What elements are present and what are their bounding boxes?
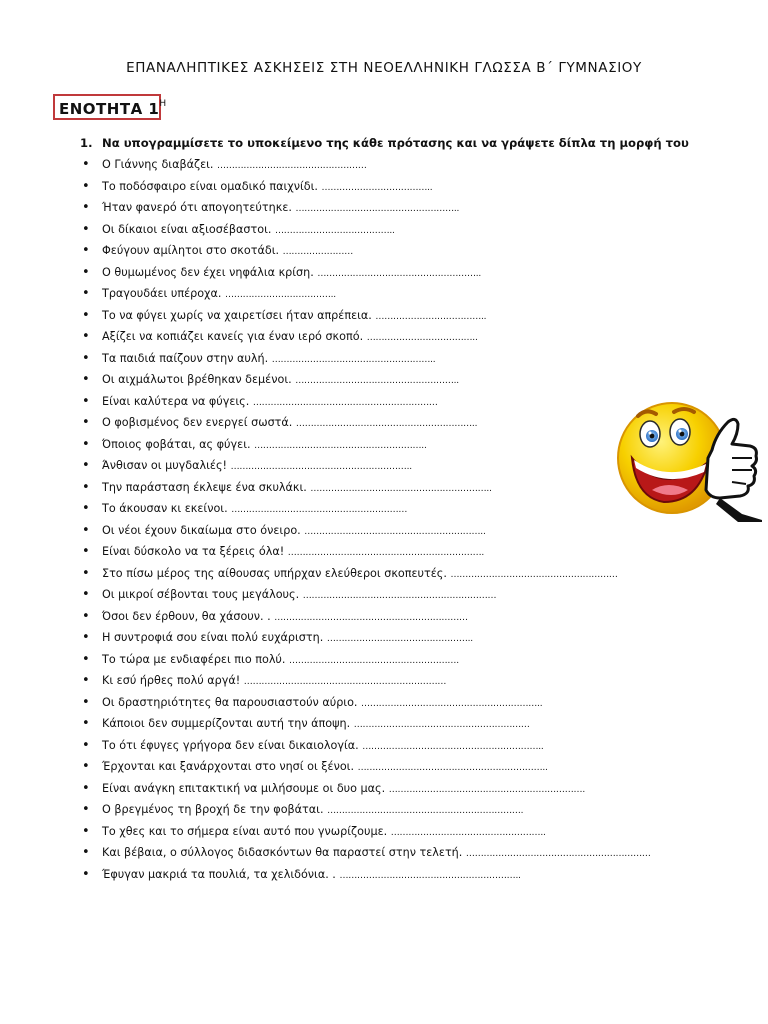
sentence-text: Όποιος φοβάται, ας φύγει. <box>102 437 255 451</box>
unit-label-text: ΕΝΟΤΗΤΑ 1 <box>59 100 160 118</box>
sentence-item <box>82 240 722 262</box>
answer-blank[interactable]: ………………………………….. <box>274 225 395 236</box>
answer-blank[interactable]: ………………………………………………………… <box>274 612 468 623</box>
answer-blank[interactable]: ……………………………………………………… <box>465 849 651 859</box>
sentence-item <box>82 283 722 305</box>
sentence-item <box>82 692 722 714</box>
sentence-item <box>82 176 722 198</box>
page-title: ΕΠΑΝΑΛΗΠΤΙΚΕΣ ΑΣΚΗΣΕΙΣ ΣΤΗ ΝΕΟΕΛΛΗΝΙΚΗ ΓΛΩΣΣΑ Β΄ ΓΥΜΝΑΣΙΟΥ <box>126 60 642 76</box>
answer-blank[interactable]: …………………………………………………………. <box>327 806 524 816</box>
sentence-item <box>82 326 722 348</box>
sentence-text: Όσοι δεν έρθουν, θα χάσουν. . <box>102 609 275 623</box>
answer-blank[interactable]: …………………………………………………….. <box>295 419 478 429</box>
answer-blank[interactable]: …………………………………………………….. <box>361 698 543 709</box>
sentence-text: Ο Γιάννης διαβάζει. <box>102 158 218 171</box>
answer-blank[interactable]: ……………………………….. <box>366 333 478 343</box>
answer-blank[interactable]: …………………………………………………….. <box>304 526 486 537</box>
sentence-item <box>82 735 722 757</box>
sentence-item <box>82 606 722 628</box>
sentence-text: Φεύγουν αμίλητοι στο σκοτάδι. <box>102 244 283 257</box>
sentence-text: Ο φοβισμένος δεν ενεργεί σωστά. <box>102 416 296 429</box>
sentence-item <box>82 649 722 671</box>
answer-blank[interactable]: ………………………………………………… <box>450 569 618 580</box>
unit-box <box>53 94 167 120</box>
sentence-text: Οι μικροί σέβονται τους μεγάλους. <box>102 588 303 601</box>
answer-blank[interactable]: …………………… <box>282 247 353 257</box>
sentence-text: Είναι δύσκολο να τα ξέρεις όλα! <box>102 545 288 558</box>
answer-blank[interactable]: ……………………………….. <box>321 182 433 193</box>
sentence-text: Τραγουδάει υπέροχα. <box>102 287 226 300</box>
answer-blank[interactable]: …………………………………………………….. <box>310 483 492 494</box>
answer-blank[interactable]: …………………………………………… <box>217 161 367 171</box>
sentence-text: Έρχονται και ξανάρχονται στο νησί οι ξένοι. <box>102 760 358 773</box>
exercise-instruction <box>80 136 740 150</box>
sentence-text: Είναι ανάγκη επιτακτική να μιλήσουμε οι δυο μας. <box>102 781 389 795</box>
sentence-item <box>82 584 722 606</box>
sentence-text: Και βέβαια, ο σύλλογος διδασκόντων θα παραστεί στην τελετή. <box>102 846 466 859</box>
sentence-item <box>82 778 722 800</box>
answer-blank[interactable]: …………………………………………………………. <box>388 784 585 795</box>
sentence-item <box>82 369 722 391</box>
sentence-item <box>82 756 722 778</box>
sentence-text: Στο πίσω μέρος της αίθουσας υπήρχαν ελεύθεροι σκοπευτές. <box>102 566 451 580</box>
sentence-text: Ο θυμωμένος δεν έχει νηφάλια κρίση. <box>102 265 318 279</box>
sentence-text: Οι νέοι έχουν δικαίωμα στο όνειρο. <box>102 523 305 537</box>
thumbs-up-smiley-icon <box>612 394 762 522</box>
sentence-text: Άνθισαν οι μυγδαλιές! <box>102 459 231 472</box>
answer-blank[interactable]: …………………………………………………….. <box>230 462 412 472</box>
answer-blank[interactable]: …………………………………………………. <box>289 655 459 666</box>
answer-blank[interactable]: ………………………………………………………… <box>302 591 497 601</box>
sentence-text: Η συντροφιά σου είναι πολύ ευχάριστη. <box>102 631 327 644</box>
sentence-text: Την παράσταση έκλεψε ένα σκυλάκι. <box>102 480 311 494</box>
answer-blank[interactable]: …………………………………………………….. <box>339 870 521 881</box>
answer-blank[interactable]: ……………………………….. <box>375 311 487 322</box>
sentence-text: Το να φύγει χωρίς να χαιρετίσει ήταν απρέπεια. <box>102 308 376 322</box>
answer-blank[interactable]: …………………………………………….. <box>390 827 546 838</box>
sentence-text: Το χθες και το σήμερα είναι αυτό που γνωρίζουμε. <box>102 824 391 838</box>
sentence-item <box>82 197 722 219</box>
answer-blank[interactable]: ……………………………………………….. <box>271 354 436 365</box>
sentence-item <box>82 154 722 176</box>
sentence-text: Το ποδόσφαιρο είναι ομαδικό παιχνίδι. <box>102 179 322 193</box>
sentence-item <box>82 541 722 563</box>
answer-blank[interactable]: ……………………………….. <box>225 290 336 300</box>
sentence-text: Οι δραστηριότητες θα παρουσιαστούν αύριο. <box>102 695 362 709</box>
sentence-text: Έφυγαν μακριά τα πουλιά, τα χελιδόνια. . <box>102 867 340 881</box>
exercise-instruction-text: Να υπογραμμίσετε το υποκείμενο της κάθε πρότασης και να γράψετε δίπλα τη μορφή του <box>102 136 689 150</box>
answer-blank[interactable]: ……………………………………………….. <box>317 268 482 279</box>
sentence-text: Το ότι έφυγες γρήγορα δεν είναι δικαιολογία. <box>102 738 363 752</box>
sentence-text: Το άκουσαν κι εκείνοι. <box>102 502 232 515</box>
sentence-item <box>82 627 722 649</box>
answer-blank[interactable]: ……………………………………………………… <box>252 397 438 408</box>
exercise-number: 1. <box>80 136 93 150</box>
sentence-item <box>82 262 722 284</box>
sentence-text: Τα παιδιά παίζουν στην αυλή. <box>102 351 272 365</box>
answer-blank[interactable]: …………………………………………………………. <box>287 548 485 558</box>
answer-blank[interactable]: …………………………………………………….. <box>362 741 544 752</box>
sentence-item <box>82 713 722 735</box>
answer-blank[interactable]: ……………………………………………….. <box>295 376 459 386</box>
sentence-item <box>82 219 722 241</box>
answer-blank[interactable]: …………………………………………………… <box>231 505 408 515</box>
sentence-item <box>82 563 722 585</box>
sentence-item <box>82 348 722 370</box>
answer-blank[interactable]: …………………………………………………… <box>353 720 530 730</box>
sentence-text: Το τώρα με ενδιαφέρει πιο πολύ. <box>102 652 290 666</box>
sentence-text: Κι εσύ ήρθες πολύ αργά! <box>102 674 244 687</box>
answer-blank[interactable]: ………………………………………………….. <box>254 440 427 451</box>
sentence-item <box>82 864 722 886</box>
sentence-item <box>82 821 722 843</box>
sentence-text: Κάποιοι δεν συμμερίζονται αυτή την άποψη. <box>102 717 354 730</box>
sentence-text: Οι δίκαιοι είναι αξιοσέβαστοι. <box>102 222 275 236</box>
sentence-item <box>82 670 722 692</box>
unit-label-superscript: Η <box>159 99 167 109</box>
sentence-text: Ήταν φανερό ότι απογοητεύτηκε. <box>102 201 296 214</box>
sentence-text: Ο βρεγμένος τη βροχή δε την φοβάται. <box>102 803 328 816</box>
sentence-item <box>82 842 722 864</box>
sentence-text: Αξίζει να κοπιάζει κανείς για έναν ιερό σκοπό. <box>102 330 367 343</box>
sentence-item <box>82 520 722 542</box>
answer-blank[interactable]: ……………………………………………………….. <box>357 763 548 773</box>
answer-blank[interactable]: …………………………………………………………… <box>243 677 447 687</box>
sentence-item <box>82 799 722 821</box>
unit-label <box>59 100 167 118</box>
answer-blank[interactable]: ……………………………………………….. <box>295 204 460 214</box>
sentence-item <box>82 305 722 327</box>
sentence-text: Οι αιχμάλωτοι βρέθηκαν δεμένοι. <box>102 373 296 386</box>
sentence-text: Είναι καλύτερα να φύγεις. <box>102 394 253 408</box>
answer-blank[interactable]: ………………………………………….. <box>326 634 473 644</box>
